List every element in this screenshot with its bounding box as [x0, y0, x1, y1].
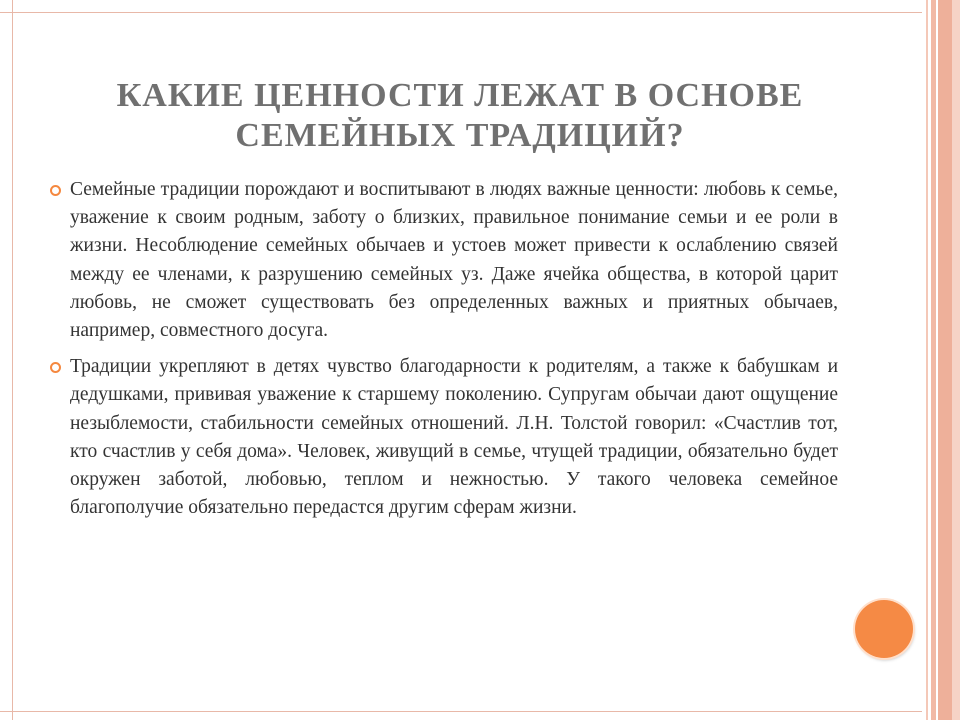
orange-circle-decoration [855, 600, 913, 658]
bullet-ring-icon [50, 185, 61, 196]
frame-top-line [0, 12, 960, 13]
slide-title: КАКИЕ ЦЕННОСТИ ЛЕЖАТ В ОСНОВЕ СЕМЕЙНЫХ ТРАДИЦИЙ? [116, 77, 804, 154]
bullet-ring-icon [50, 362, 61, 373]
list-item [48, 176, 838, 345]
paragraph-text: Семейные традиции порождают и воспитывают в людях важные ценности: любовь к семье, уважение к своим родным, заботу о близких, правильное понимание семьи и ее роли в жизни. Несоблюдение семейных обычаев и устоев может привести к ослаблению связей между ее членами, к разрушению семейных уз. Даже ячейка общества, в которой царит любовь, не сможет существовать без определенных важных и приятных обычаев, например, совместного досуга. [70, 179, 838, 342]
decorative-stripes [922, 0, 960, 720]
bullet-list [48, 176, 838, 530]
frame-bottom-line [0, 711, 960, 712]
list-item [48, 353, 838, 522]
paragraph-text: Традиции укрепляют в детях чувство благодарности к родителям, а также к бабушкам и дедушками, прививая уважение к старшему поколению. Супругам обычаи дают ощущение незыблемости, стабильности семейных отношений. Л.Н. Толстой говорил: «Счастлив тот, кто счастлив у себя дома». Человек, живущий в семье, чтущей традиции, обязательно будет окружен заботой, любовью, теплом и нежностью. У такого человека семейное благополучие обязательно передастся другим сферам жизни. [70, 356, 838, 519]
frame-left-line [12, 0, 13, 720]
